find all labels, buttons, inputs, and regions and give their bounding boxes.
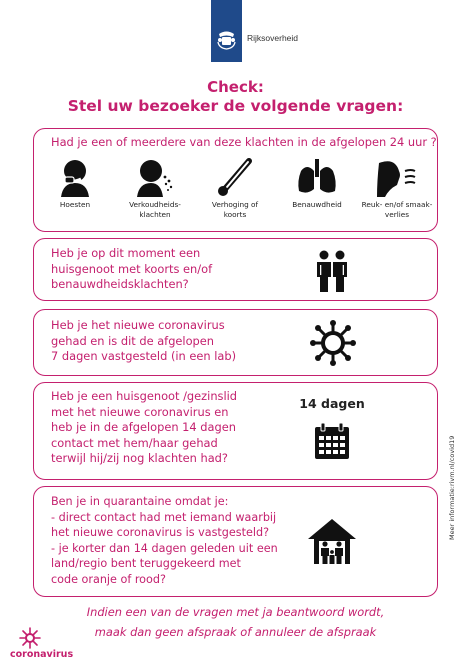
smelling-person-icon [375, 157, 419, 197]
thermometer-icon [213, 157, 257, 197]
question-line: huisgenoot met koorts en/of [51, 261, 213, 276]
question-box-housemate-contact [33, 382, 438, 480]
question-text [51, 318, 236, 365]
symptom-label [114, 200, 196, 219]
coronavirus-logo-icon [17, 626, 43, 650]
question-line: benauwdheidsklachten? [51, 277, 189, 291]
coughing-person-icon [53, 157, 97, 197]
question-line: heb je in de afgelopen 14 dagen [51, 420, 236, 434]
footer-instruction: Indien een van de vragen met ja beantwoord wordt, [86, 605, 385, 619]
symptom-cold [114, 157, 196, 219]
question-line: land/regio bent teruggekeerd met [51, 557, 241, 570]
question-line: contact met hem/haar gehad [51, 435, 218, 450]
page-title: Check: [207, 78, 264, 96]
lungs-icon [295, 157, 339, 197]
question-line: - je korter dan 14 dagen geleden uit een [51, 541, 278, 555]
symptom-label: Benauwdheid [292, 200, 342, 209]
question-box-housemate-fever [33, 238, 438, 301]
question-box-corona-confirmed [33, 309, 438, 376]
symptom-breath [276, 157, 358, 210]
question-text [51, 494, 278, 587]
symptom-fever [194, 157, 276, 219]
question-line: Ben je in quarantaine omdat je: [51, 495, 229, 508]
crest-icon [216, 28, 237, 50]
two-people-icon [314, 249, 350, 293]
symptom-label-line: Verkoudheids- [129, 200, 181, 209]
virus-icon [308, 318, 358, 368]
question-box-symptoms [33, 128, 438, 232]
question-text [51, 246, 212, 293]
symptom-label [194, 200, 276, 219]
org-name: Rijksoverheid [247, 33, 299, 43]
question-line: Heb je een huisgenoot /gezinslid [51, 389, 238, 403]
days-badge: 14 dagen [299, 396, 365, 411]
footer-instruction: maak dan geen afspraak of annuleer de afspraak [94, 625, 377, 639]
sneezing-person-icon [133, 157, 177, 197]
question-line: met het nieuwe coronavirus en [51, 404, 229, 419]
question-line: - direct contact had met iemand waarbij [51, 510, 277, 524]
question-line: Heb je het nieuwe coronavirus [51, 318, 225, 332]
symptom-cough [34, 157, 116, 210]
page-subtitle: Stel uw bezoeker de volgende vragen: [67, 97, 404, 115]
brand-name: coronavirus [10, 649, 74, 660]
symptom-label-line: koorts [223, 209, 247, 219]
question-line: Heb je op dit moment een [51, 246, 201, 260]
symptom-label-line: verlies [384, 209, 410, 219]
question-text: Had je een of meerdere van deze klachten in de afgelopen 24 uur ? [51, 135, 437, 149]
rijksoverheid-logo-bar [211, 0, 242, 62]
symptom-label-line: Reuk- en/of smaak- [361, 200, 433, 209]
symptom-label [354, 200, 440, 219]
question-line: code oranje of rood? [51, 572, 166, 586]
question-box-quarantine [33, 486, 438, 597]
calendar-icon [314, 422, 350, 460]
symptom-label-line: klachten [139, 209, 171, 219]
question-line: het nieuwe coronavirus is vastgesteld? [51, 526, 270, 539]
symptom-label: Hoesten [59, 200, 91, 209]
question-line: gehad en is dit de afgelopen [51, 333, 215, 348]
question-line: 7 dagen vastgesteld (in een lab) [51, 349, 237, 363]
question-text [51, 389, 237, 467]
house-family-icon [306, 517, 358, 565]
info-url: Meer informatie:rivm.nl/covid19 [448, 435, 456, 540]
symptom-smell [354, 157, 440, 219]
question-line: terwijl hij/zij nog klachten had? [51, 451, 228, 465]
symptom-label-line: Verhoging of [211, 200, 259, 209]
